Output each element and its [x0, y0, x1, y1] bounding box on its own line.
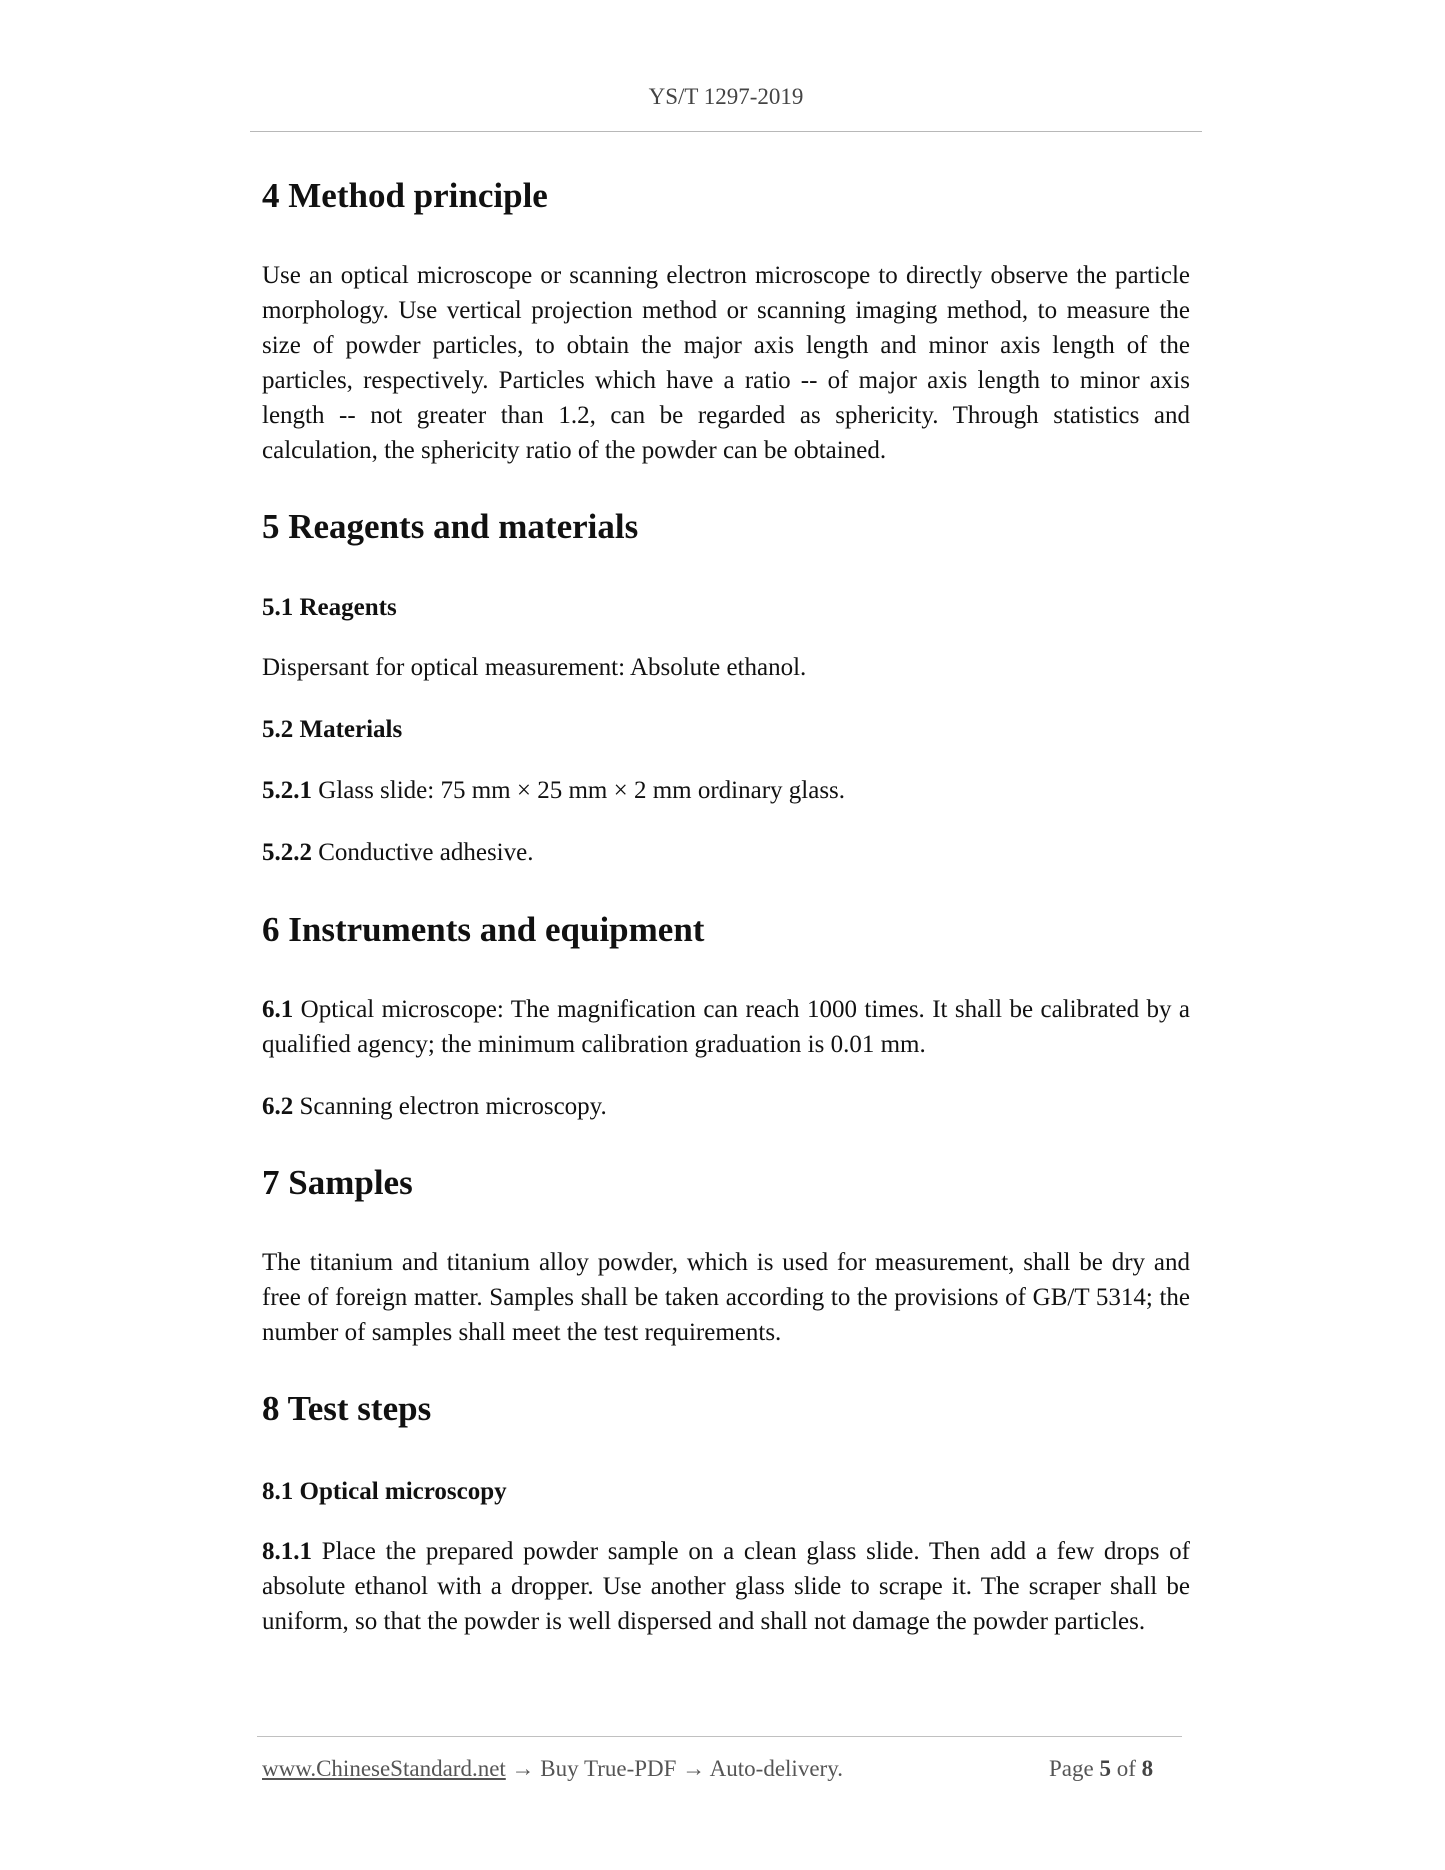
- clause-5-2-1-text: Glass slide: 75 mm × 25 mm × 2 mm ordinary glass.: [312, 777, 846, 804]
- footer-divider: [257, 1736, 1182, 1737]
- section-5-1-text: Dispersant for optical measurement: Absolute ethanol.: [262, 654, 807, 681]
- arrow-right-icon: →: [676, 1756, 710, 1781]
- clause-6-2-text: Scanning electron microscopy.: [293, 1093, 607, 1120]
- buy-true-pdf-text: Buy True-PDF: [540, 1756, 677, 1781]
- page-of-label: of: [1116, 1756, 1136, 1781]
- clause-5-2-1: [262, 773, 1190, 808]
- section-4-title: 4 Method principle: [262, 176, 548, 215]
- section-7-paragraph: The titanium and titanium alloy powder, which is used for measurement, shall be dry and free of foreign matter. Samples shall be taken according to the provisions of GB/T 5314; the number of samples shall meet the test requirements.: [262, 1249, 1190, 1346]
- section-5-1-title: 5.1 Reagents: [262, 594, 397, 621]
- clause-6-2: [262, 1089, 1190, 1124]
- clause-6-2-number: 6.2: [262, 1093, 294, 1120]
- clause-5-2-2: [262, 835, 1190, 870]
- section-7-title: 7 Samples: [262, 1163, 413, 1202]
- page-total: 8: [1141, 1756, 1154, 1781]
- clause-6-1-number: 6.1: [262, 996, 294, 1023]
- section-5-title: 5 Reagents and materials: [262, 507, 639, 546]
- clause-6-1: [262, 992, 1190, 1062]
- clause-8-1-1-number: 8.1.1: [262, 1538, 312, 1565]
- footer-links: [262, 1756, 843, 1782]
- auto-delivery-text: Auto-delivery.: [709, 1756, 843, 1781]
- clause-5-2-2-text: Conductive adhesive.: [312, 839, 534, 866]
- section-4-paragraph: Use an optical microscope or scanning electron microscope to directly observe the particle morphology. Use vertical projection method or scanning imaging method, to measure the size of powder particles, to obtain the major axis length and minor axis length of the particles, respectively. Particles which have a ratio -- of major axis length to minor axis length -- not greater than 1.2, can be regarded as sphericity. Through statistics and calculation, the sphericity ratio of the powder can be obtained.: [262, 262, 1190, 464]
- clause-6-1-text: Optical microscope: The magnification can reach 1000 times. It shall be calibrated by a qualified agency; the minimum calibration graduation is 0.01 mm.: [262, 996, 1190, 1058]
- page-indicator: [1049, 1756, 1153, 1782]
- arrow-right-icon: →: [505, 1756, 541, 1781]
- clause-8-1-1: [262, 1534, 1190, 1639]
- clause-8-1-1-text: Place the prepared powder sample on a clean glass slide. Then add a few drops of absolute ethanol with a dropper. Use another glass slide to scrape it. The scraper shall be uniform, so that the powder is well dispersed and shall not damage the powder particles.: [262, 1538, 1190, 1635]
- section-5-2-title: 5.2 Materials: [262, 716, 403, 743]
- document-code-header: YS/T 1297-2019: [648, 84, 804, 109]
- page-label: Page: [1049, 1756, 1094, 1781]
- section-8-title: 8 Test steps: [262, 1389, 432, 1428]
- section-6-title: 6 Instruments and equipment: [262, 910, 705, 949]
- clause-5-2-2-number: 5.2.2: [262, 839, 312, 866]
- header-divider: [250, 131, 1202, 132]
- page-current: 5: [1099, 1756, 1111, 1781]
- chinesestandard-link[interactable]: www.ChineseStandard.net: [262, 1756, 506, 1781]
- clause-5-2-1-number: 5.2.1: [262, 777, 312, 804]
- section-8-1-title: 8.1 Optical microscopy: [262, 1478, 507, 1505]
